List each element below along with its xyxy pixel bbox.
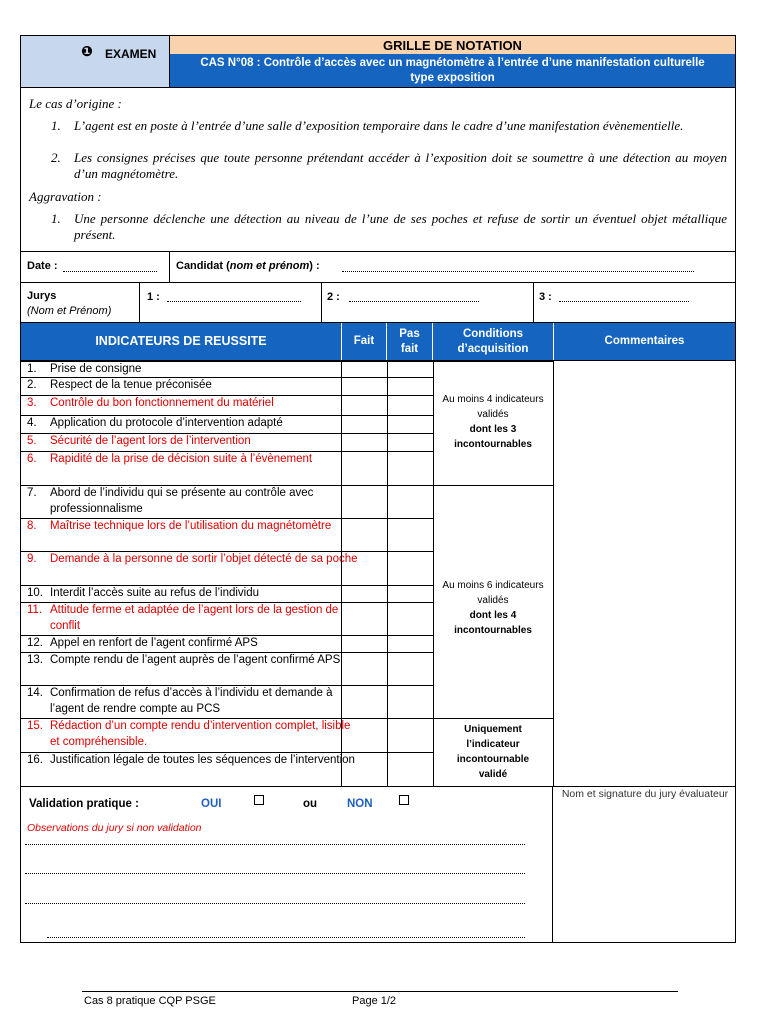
not-done-cell[interactable]	[387, 377, 433, 395]
row-number: 12.	[27, 637, 43, 649]
col-divider	[341, 361, 342, 786]
case-description	[20, 88, 736, 252]
row-divider	[20, 551, 433, 552]
jury2-label: 2 :	[327, 291, 340, 303]
footer-page: Page 1/2	[352, 995, 397, 1007]
col-divider	[387, 361, 388, 786]
not-done-cell[interactable]	[387, 585, 433, 602]
done-cell[interactable]	[341, 518, 387, 551]
row-number: 16.	[27, 754, 43, 766]
not-done-cell[interactable]	[387, 551, 433, 585]
done-cell[interactable]	[341, 377, 387, 395]
col-divider	[553, 361, 554, 786]
row-number: 10.	[27, 587, 43, 599]
origin-item-text: L’agent est en poste à l’entrée d’une salle d’exposition temporaire dans le cadre d’une manifestation évènementielle.	[74, 118, 684, 133]
divider	[321, 283, 322, 322]
col-divider	[20, 361, 21, 786]
row-divider	[20, 415, 433, 416]
origin-item	[51, 118, 727, 134]
row-divider	[20, 433, 433, 434]
footer-left: Cas 8 pratique CQP PSGE	[84, 995, 216, 1007]
row-indicator: Application du protocole d’intervention adapté	[50, 417, 283, 429]
observations-label: Observations du jury si non validation	[27, 822, 202, 834]
row-divider	[20, 451, 433, 452]
origin-label: Le cas d’origine :	[29, 96, 122, 111]
condition-group-3: Uniquement l’indicateur incontournable validé	[456, 724, 530, 780]
row-divider	[20, 718, 433, 719]
case-title: CAS N°08 : Contrôle d’accès avec un magnétomètre à l’entrée d’une manifestation culturelle type exposition	[170, 54, 736, 88]
row-number: 14.	[27, 687, 43, 699]
row-indicator: Sécurité de l’agent lors de l’intervention	[50, 435, 251, 447]
row-number: 6.	[27, 453, 37, 465]
done-cell[interactable]	[341, 685, 387, 718]
jury-row	[20, 283, 736, 323]
row-indicator: Appel en renfort de l’agent confirmé APS	[50, 637, 258, 649]
col-divider	[735, 361, 736, 786]
row-divider	[20, 377, 433, 378]
row-indicator: Maîtrise technique lors de l’utilisation du magnétomètre	[50, 520, 332, 532]
signature-box	[552, 786, 736, 943]
group-divider	[433, 361, 553, 362]
signature-label: Nom et signature du jury évaluateur	[561, 788, 729, 800]
yes-label: OUI	[201, 798, 222, 810]
exam-cell	[20, 35, 170, 88]
jury-sub-label: (Nom et Prénom)	[27, 305, 112, 317]
row-indicator: Demande à la personne de sortir l’objet détecté de sa poche	[50, 553, 358, 565]
condition-text-bold: dont les 3 incontournables	[454, 424, 532, 450]
aggravation-item	[51, 211, 727, 242]
not-done-cell[interactable]	[387, 361, 433, 377]
no-checkbox[interactable]	[399, 795, 409, 805]
row-indicator: Prise de consigne	[50, 363, 142, 375]
candidate-label: Candidat (nom et prénom) :	[176, 260, 320, 272]
row-divider	[20, 395, 433, 396]
row-number: 5.	[27, 435, 37, 447]
date-field[interactable]	[63, 262, 157, 272]
condition-text: Au moins 6 indicateurs validés	[442, 580, 544, 606]
done-cell[interactable]	[341, 602, 387, 635]
date-label: Date :	[27, 260, 58, 272]
done-cell[interactable]	[341, 752, 387, 786]
aggravation-item-num: 1.	[51, 211, 61, 226]
jury1-field[interactable]	[167, 292, 301, 302]
origin-item-text: Les consignes précises que toute personne prétendant accéder à l’exposition doit se soumettre à une détection au moyen d’un magnétomètre.	[74, 150, 727, 181]
row-number: 8.	[27, 520, 37, 532]
jury1-label: 1 :	[147, 291, 160, 303]
jury3-field[interactable]	[559, 292, 689, 302]
row-number: 9.	[27, 553, 37, 565]
done-cell[interactable]	[341, 395, 387, 415]
aggravation-label: Aggravation :	[29, 189, 102, 204]
row-divider	[20, 635, 433, 636]
row-indicator: Abord de l’individu qui se présente au contrôle avec professionnalisme	[50, 487, 314, 515]
observation-line[interactable]	[25, 844, 525, 845]
divider	[139, 283, 140, 322]
row-divider	[20, 518, 433, 519]
row-number: 3.	[27, 397, 37, 409]
not-done-cell[interactable]	[387, 518, 433, 551]
validation-label: Validation pratique :	[29, 798, 139, 810]
row-indicator: Respect de la tenue préconisée	[50, 379, 212, 391]
row-indicator: Attitude ferme et adaptée de l’agent lors de la gestion de conflit	[50, 604, 339, 632]
group-divider	[433, 718, 553, 719]
done-cell[interactable]	[341, 485, 387, 518]
jury-label: Jurys	[27, 290, 57, 302]
not-done-cell[interactable]	[387, 485, 433, 518]
origin-item-num: 1.	[51, 118, 61, 133]
validation-box	[20, 786, 553, 943]
grid-title: GRILLE DE NOTATION	[170, 35, 736, 55]
not-done-cell[interactable]	[387, 718, 433, 752]
not-done-cell[interactable]	[387, 652, 433, 685]
row-indicator: Confirmation de refus d’accès à l’individu et demande à l’agent de rendre compte au PCS	[50, 687, 333, 715]
observation-line[interactable]	[25, 873, 525, 874]
row-number: 11.	[27, 604, 43, 616]
row-divider	[20, 602, 433, 603]
row-indicator: Compte rendu de l’agent auprès de l’agent confirmé APS	[50, 654, 341, 666]
row-divider	[20, 485, 433, 486]
row-divider	[20, 361, 433, 362]
done-cell[interactable]	[341, 433, 387, 451]
exam-label: EXAMEN	[105, 47, 157, 61]
or-label: ou	[303, 798, 318, 810]
divider	[533, 283, 534, 322]
done-cell[interactable]	[341, 652, 387, 685]
row-indicator: Rapidité de la prise de décision suite à l’évènement	[50, 453, 313, 465]
not-done-cell[interactable]	[387, 395, 433, 415]
col-indicators: INDICATEURS DE REUSSITE	[21, 323, 342, 360]
row-number: 7.	[27, 487, 37, 499]
condition-group-2	[433, 578, 553, 638]
not-done-cell[interactable]	[387, 635, 433, 652]
done-cell[interactable]	[341, 635, 387, 652]
done-cell[interactable]	[341, 551, 387, 585]
done-cell[interactable]	[341, 361, 387, 377]
condition-text-bold: dont les 4 incontournables	[454, 610, 532, 636]
condition-group-1	[433, 392, 553, 452]
done-cell[interactable]	[341, 585, 387, 602]
not-done-cell[interactable]	[387, 451, 433, 485]
row-indicator: Interdit l’accès suite au refus de l’individu	[50, 587, 260, 599]
exam-bullet: ❶	[81, 43, 93, 59]
row-divider	[20, 752, 433, 753]
row-indicator: Rédaction d’un compte rendu d’intervention complet, lisible et compréhensible.	[50, 720, 351, 748]
col-not-done: Pas fait	[387, 323, 433, 360]
origin-item-num: 2.	[51, 150, 61, 165]
date-candidate-row	[20, 252, 736, 283]
row-divider	[20, 585, 433, 586]
col-conditions: Conditions d’acquisition	[433, 323, 554, 360]
done-cell[interactable]	[341, 451, 387, 485]
col-comments: Commentaires	[604, 335, 685, 347]
not-done-cell[interactable]	[387, 752, 433, 786]
row-number: 4.	[27, 417, 37, 429]
aggravation-item-text: Une personne déclenche une détection au niveau de l’une de ses poches et refuse de sortir un éventuel objet métallique présent.	[74, 211, 727, 242]
jury3-label: 3 :	[539, 291, 552, 303]
done-cell[interactable]	[341, 718, 387, 752]
not-done-cell[interactable]	[387, 602, 433, 635]
row-divider	[20, 652, 433, 653]
row-number: 2.	[27, 379, 37, 391]
col-done: Fait	[342, 323, 387, 360]
divider	[169, 252, 170, 282]
observation-line[interactable]	[47, 937, 525, 938]
yes-checkbox[interactable]	[254, 795, 264, 805]
table-header	[20, 323, 736, 361]
row-number: 15.	[27, 720, 43, 732]
group-divider	[433, 485, 553, 486]
candidate-field[interactable]	[342, 262, 694, 272]
row-indicator: Contrôle du bon fonctionnement du matériel	[50, 397, 274, 409]
row-divider	[20, 685, 433, 686]
observation-line[interactable]	[25, 903, 525, 904]
not-done-cell[interactable]	[387, 433, 433, 451]
condition-text: Au moins 4 indicateurs validés	[442, 394, 544, 420]
jury2-field[interactable]	[349, 292, 479, 302]
row-indicator: Justification légale de toutes les séquences de l’intervention	[50, 754, 355, 766]
origin-item	[51, 150, 727, 181]
row-number: 1.	[27, 363, 37, 375]
no-label: NON	[347, 798, 373, 810]
done-cell[interactable]	[341, 415, 387, 433]
row-number: 13.	[27, 654, 43, 666]
not-done-cell[interactable]	[387, 685, 433, 718]
footer-rule	[82, 991, 678, 992]
not-done-cell[interactable]	[387, 415, 433, 433]
